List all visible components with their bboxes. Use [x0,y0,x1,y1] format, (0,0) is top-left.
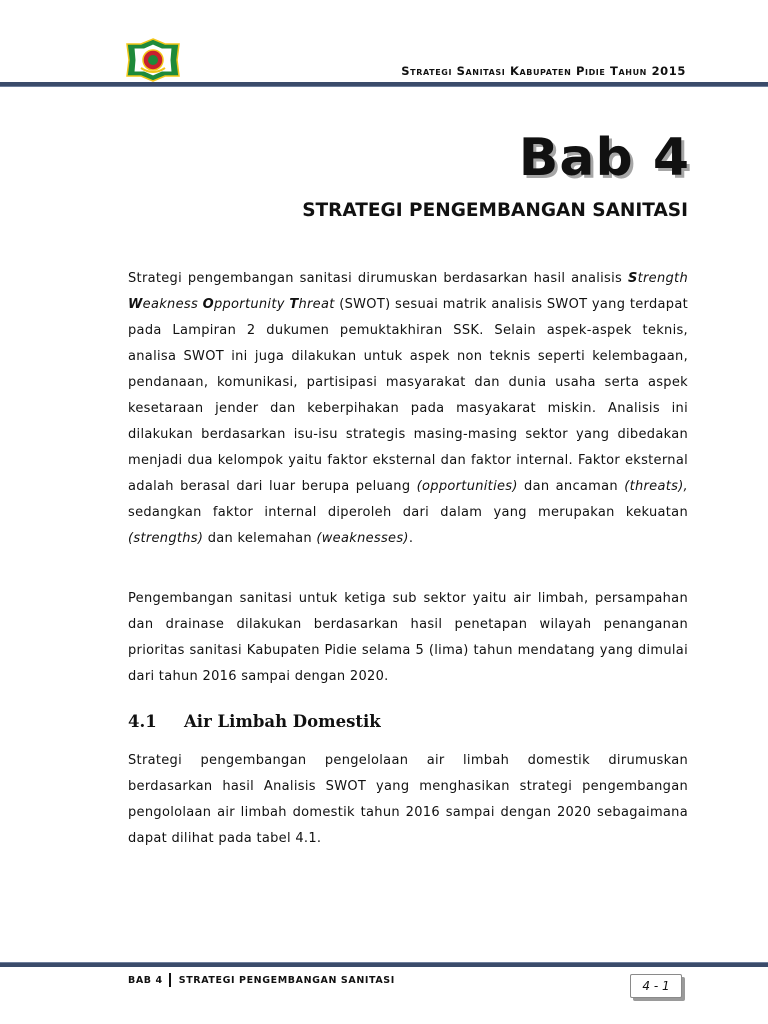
footer-separator [169,973,171,987]
paragraph-wastewater-strategy: Strategi pengembangan pengelolaan air limbah domestik dirumuskan berdasarkan hasil Analisis SWOT yang menghasikan strategi pengembangan pengololaan air limbah domestik tahun 2016 sampai dengan 2020 sebagaimana dapat dilihat pada tabel 4.1. [128,753,688,846]
chapter-heading: STRATEGI PENGEMBANGAN SANITASI [302,200,688,221]
footer-chapter: BAB 4 [128,974,163,986]
running-header-title: Strategi Sanitasi Kabupaten Pidie Tahun 2015 [401,64,686,78]
footer-chapter-info [128,973,395,987]
page-number: 4 - 1 [630,974,682,998]
footer-title: STRATEGI PENGEMBANGAN SANITASI [178,974,395,986]
section-title: Air Limbah Domestik [184,712,381,731]
footer-rule [0,962,768,967]
chapter-label: Bab 4 [518,128,690,188]
header-rule [0,82,768,87]
paragraph-priority-areas: Pengembangan sanitasi untuk ketiga sub sektor yaitu air limbah, persampahan dan drainase dilakukan berdasarkan hasil penetapan wilayah penanganan prioritas sanitasi Kabupaten Pidie selama 5 (lima) tahun mendatang yang dimulai dari tahun 2016 sampai dengan 2020. [128,591,688,684]
section-number: 4.1 [128,712,157,731]
pidie-regency-emblem-icon [125,38,181,82]
section-heading [128,712,381,731]
paragraph-swot-intro: Strategi pengembangan sanitasi dirumuskan berdasarkan hasil analisis Strength Weakness Opportunity Threat (SWOT) sesuai matrik analisis SWOT yang terdapat pada Lampiran 2 dukumen pemuktakhiran SSK. Selain aspek-aspek teknis, analisa SWOT ini juga dilakukan untuk aspek non teknis seperti kelembagaan, pendanaan, komunikasi, partisipasi masyarakat dan dunia usaha serta aspek kesetaraan jender dan keberpihakan pada masyakarat miskin. Analisis ini dilakukan berdasarkan isu-isu strategis masing-masing sektor yang dibedakan menjadi dua kelompok yaitu faktor eksternal dan faktor internal. Faktor eksternal adalah berasal dari luar berupa peluang (opportunities) dan ancaman (threats), sedangkan faktor internal diperoleh dari dalam yang merupakan kekuatan (strengths) dan kelemahan (weaknesses). [128,271,688,546]
